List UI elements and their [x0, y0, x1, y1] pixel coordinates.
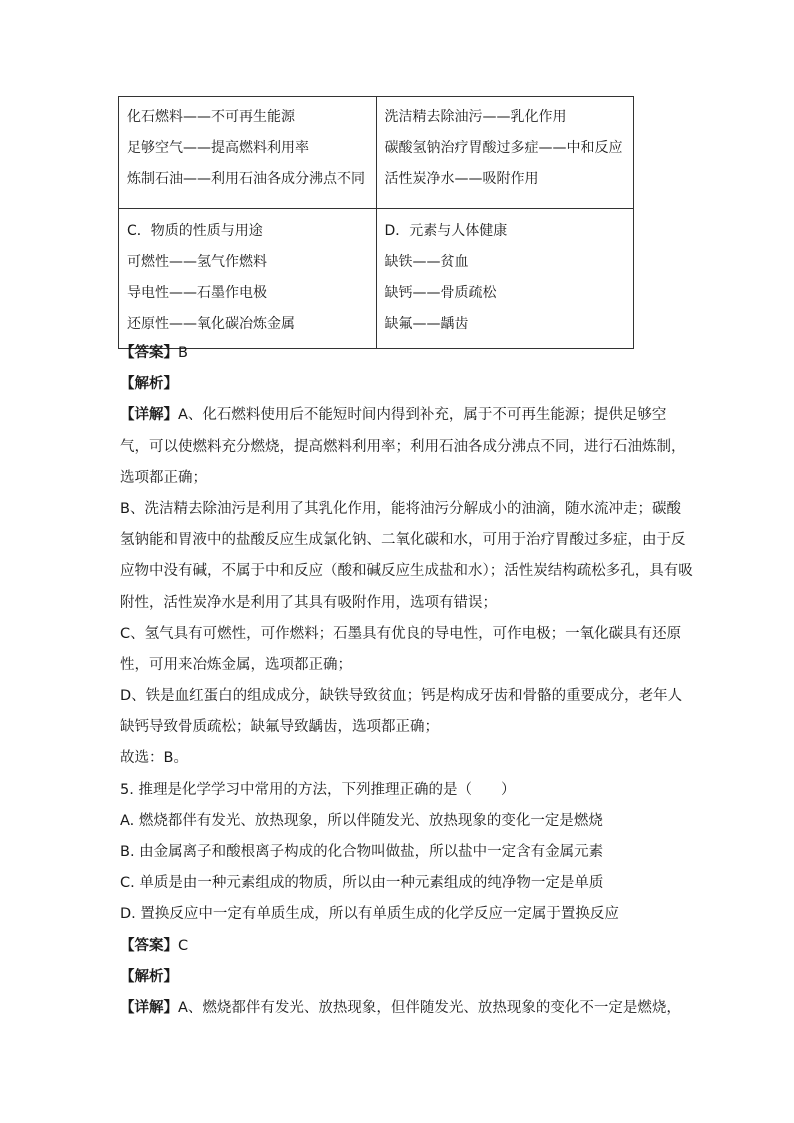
- document-body: [120, 340, 693, 1026]
- detail-line: 气，可以使燃料充分燃烧，提高燃料利用率；利用石油各成分沸点不同，进行石油炼制，: [120, 438, 686, 455]
- detail-line: [120, 402, 680, 433]
- table-line: 炼制石油——利用石油各成分沸点不同: [127, 171, 365, 187]
- detail-line: B、洗洁精去除油污是利用了其乳化作用，能将油污分解成小的油滴，随水流冲走；碳酸: [120, 500, 681, 517]
- option-d: D. 置换反应中一定有单质生成，所以有单质生成的化学反应一定属于置换反应: [120, 906, 619, 923]
- detail-line: 选项都正确；: [120, 469, 207, 486]
- detail-line: 氢钠能和胃液中的盐酸反应生成氯化钠、二氧化碳和水，可用于治疗胃酸过多症，由于反: [120, 532, 686, 549]
- table-line: D．元素与人体健康: [384, 223, 508, 239]
- analysis-label: 【解析】: [120, 968, 178, 985]
- table-line: 还原性——氧化碳冶炼金属: [127, 316, 295, 332]
- detail-text: A、燃烧都伴有发光、放热现象，但伴随发光、放热现象的变化不一定是燃烧，: [178, 999, 681, 1016]
- detail-label: 【详解】: [120, 407, 178, 424]
- analysis-label: 【解析】: [120, 376, 178, 393]
- table-cell-d: [376, 209, 634, 349]
- table-line: C．物质的性质与用途: [127, 223, 263, 239]
- detail-label: 【详解】: [120, 999, 178, 1016]
- detail-line: 应物中没有碱，不属于中和反应（酸和碱反应生成盐和水）；活性炭结构疏松多孔，具有吸: [120, 563, 693, 580]
- option-b: B. 由金属离子和酸根离子构成的化合物叫做盐，所以盐中一定含有金属元素: [120, 844, 604, 860]
- table-line: 足够空气——提高燃料利用率: [127, 140, 309, 156]
- option-a: A. 燃烧都伴有发光、放热现象，所以伴随发光、放热现象的变化一定是燃烧: [120, 812, 603, 829]
- question-5: 5. 推理是化学学习中常用的方法，下列推理正确的是（ ）: [120, 781, 516, 798]
- table-line: 导电性——石墨作电极: [127, 285, 267, 301]
- table-row: [119, 209, 634, 349]
- options-table: [118, 96, 634, 349]
- answer-line: [120, 933, 680, 964]
- answer-label: 【答案】: [120, 345, 178, 361]
- table-line: 活性炭净水——吸附作用: [384, 171, 539, 187]
- table-cell-b: [376, 97, 634, 209]
- detail-line: 故选：B。: [120, 750, 188, 767]
- table-line: 缺钙——骨质疏松: [384, 285, 497, 301]
- table-cell-a: [119, 97, 377, 209]
- answer-value: B: [178, 345, 188, 361]
- detail-line: 附性，活性炭净水是利用了其具有吸附作用，选项有错误；: [120, 594, 497, 611]
- table-line: 缺氟——龋齿: [384, 316, 469, 332]
- table-line: 碳酸氢钠治疗胃酸过多症——中和反应: [384, 140, 623, 156]
- detail-line: 性，可用来冶炼金属，选项都正确；: [120, 656, 352, 673]
- detail-text: A、化石燃料使用后不能短时间内得到补充，属于不可再生能源；提供足够空: [178, 407, 667, 424]
- option-c: C. 单质是由一种元素组成的物质，所以由一种元素组成的纯净物一定是单质: [120, 875, 604, 892]
- answer-label: 【答案】: [120, 937, 178, 954]
- detail-line: 缺钙导致骨质疏松；缺氟导致龋齿，选项都正确；: [120, 719, 439, 736]
- detail-line: D、铁是血红蛋白的组成成分，缺铁导致贫血；钙是构成牙齿和骨骼的重要成分，老年人: [120, 688, 683, 705]
- table-line: 洗洁精去除油污——乳化作用: [384, 109, 567, 125]
- answer-value: C: [178, 937, 189, 954]
- table-line: 化石燃料——不可再生能源: [127, 109, 295, 125]
- table-row: [119, 97, 634, 209]
- detail-line: [120, 995, 680, 1026]
- table-cell-c: [119, 209, 377, 349]
- table-line: 可燃性——氢气作燃料: [127, 254, 267, 270]
- table-line: 缺铁——贫血: [384, 254, 469, 270]
- answer-line: [120, 340, 680, 371]
- detail-line: C、氢气具有可燃性，可作燃料；石墨具有优良的导电性，可作电极；一氧化碳具有还原: [120, 625, 682, 642]
